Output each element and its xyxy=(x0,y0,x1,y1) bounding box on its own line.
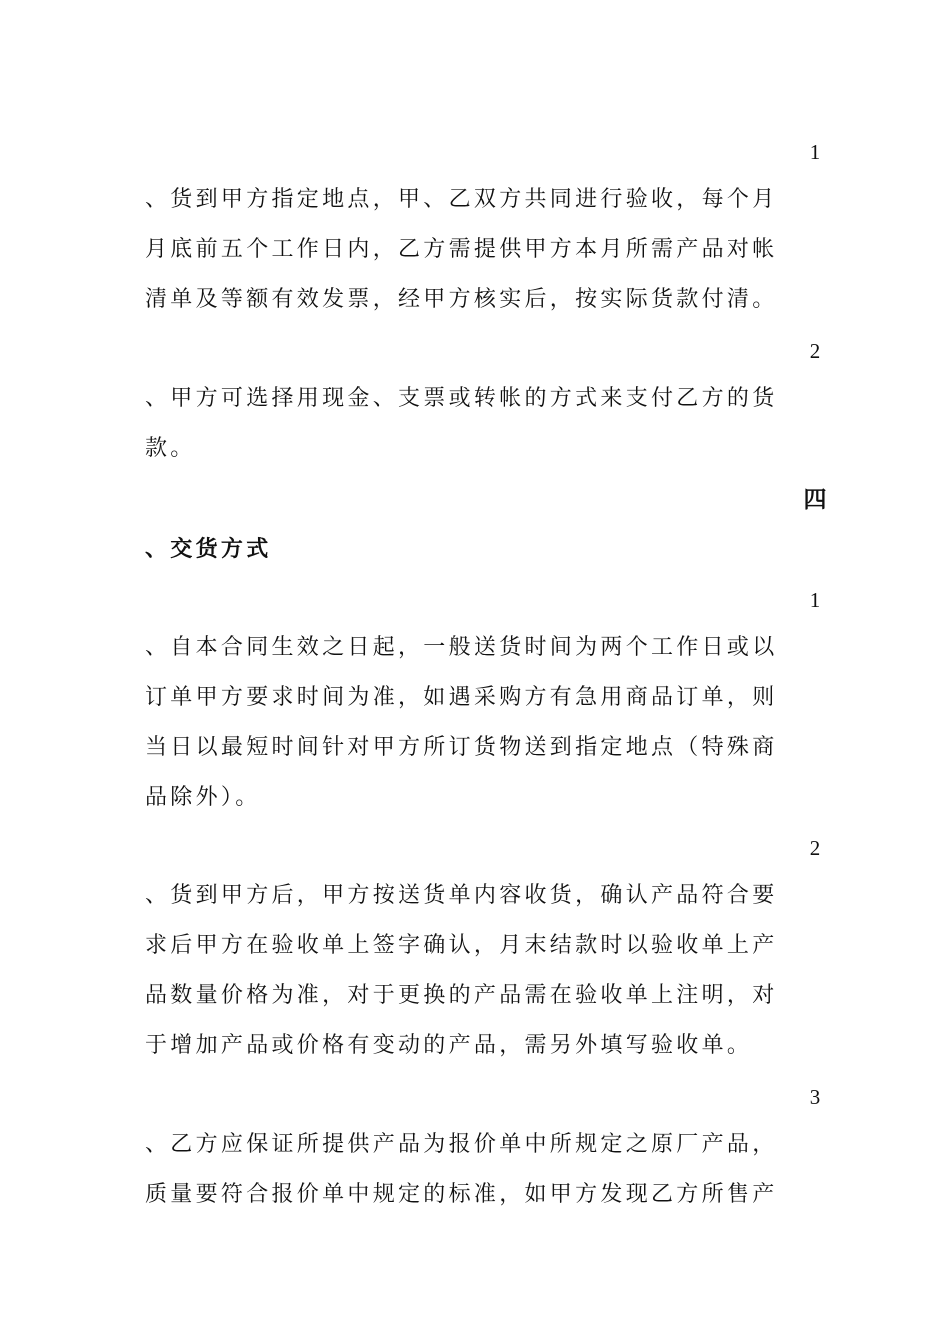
heading-text: 、交货方式 xyxy=(145,536,272,562)
item-number: 3 xyxy=(809,1085,821,1109)
text-line: 、甲方可选择用现金、支票或转帐的方式来支付乙方的货 xyxy=(145,386,778,411)
paragraph xyxy=(145,1120,810,1220)
paragraph xyxy=(145,871,810,1071)
text-line: 品数量价格为准，对于更换的产品需在验收单上注明，对 xyxy=(145,983,778,1008)
text-line: 、货到甲方后，甲方按送货单内容收货，确认产品符合要 xyxy=(145,883,778,908)
section-heading xyxy=(145,524,810,574)
text-line: 求后甲方在验收单上签字确认，月末结款时以验收单上产 xyxy=(145,933,778,958)
text-line: 订单甲方要求时间为准，如遇采购方有急用商品订单，则 xyxy=(145,685,778,710)
text-line: 品除外）。 xyxy=(145,785,261,810)
text-line: 当日以最短时间针对甲方所订货物送到指定地点（特殊商 xyxy=(145,735,778,760)
text-line: 月底前五个工作日内，乙方需提供甲方本月所需产品对帐 xyxy=(145,237,778,262)
text-line: 、货到甲方指定地点，甲、乙双方共同进行验收，每个月 xyxy=(145,187,778,212)
paragraph xyxy=(145,175,810,325)
text-line: 、自本合同生效之日起，一般送货时间为两个工作日或以 xyxy=(145,635,778,660)
text-line: 于增加产品或价格有变动的产品，需另外填写验收单。 xyxy=(145,1033,753,1058)
item-number: 1 xyxy=(809,140,821,164)
item-number: 2 xyxy=(809,339,821,363)
text-line: 清单及等额有效发票，经甲方核实后，按实际货款付清。 xyxy=(145,287,778,312)
item-number: 1 xyxy=(809,588,821,612)
paragraph xyxy=(145,374,810,474)
text-line: 款。 xyxy=(145,436,196,461)
paragraph xyxy=(145,623,810,823)
text-line: 、乙方应保证所提供产品为报价单中所规定之原厂产品， xyxy=(145,1132,778,1157)
text-line: 质量要符合报价单中规定的标准，如甲方发现乙方所售产 xyxy=(145,1182,778,1207)
item-number: 2 xyxy=(809,836,821,860)
section-number: 四 xyxy=(803,487,827,512)
